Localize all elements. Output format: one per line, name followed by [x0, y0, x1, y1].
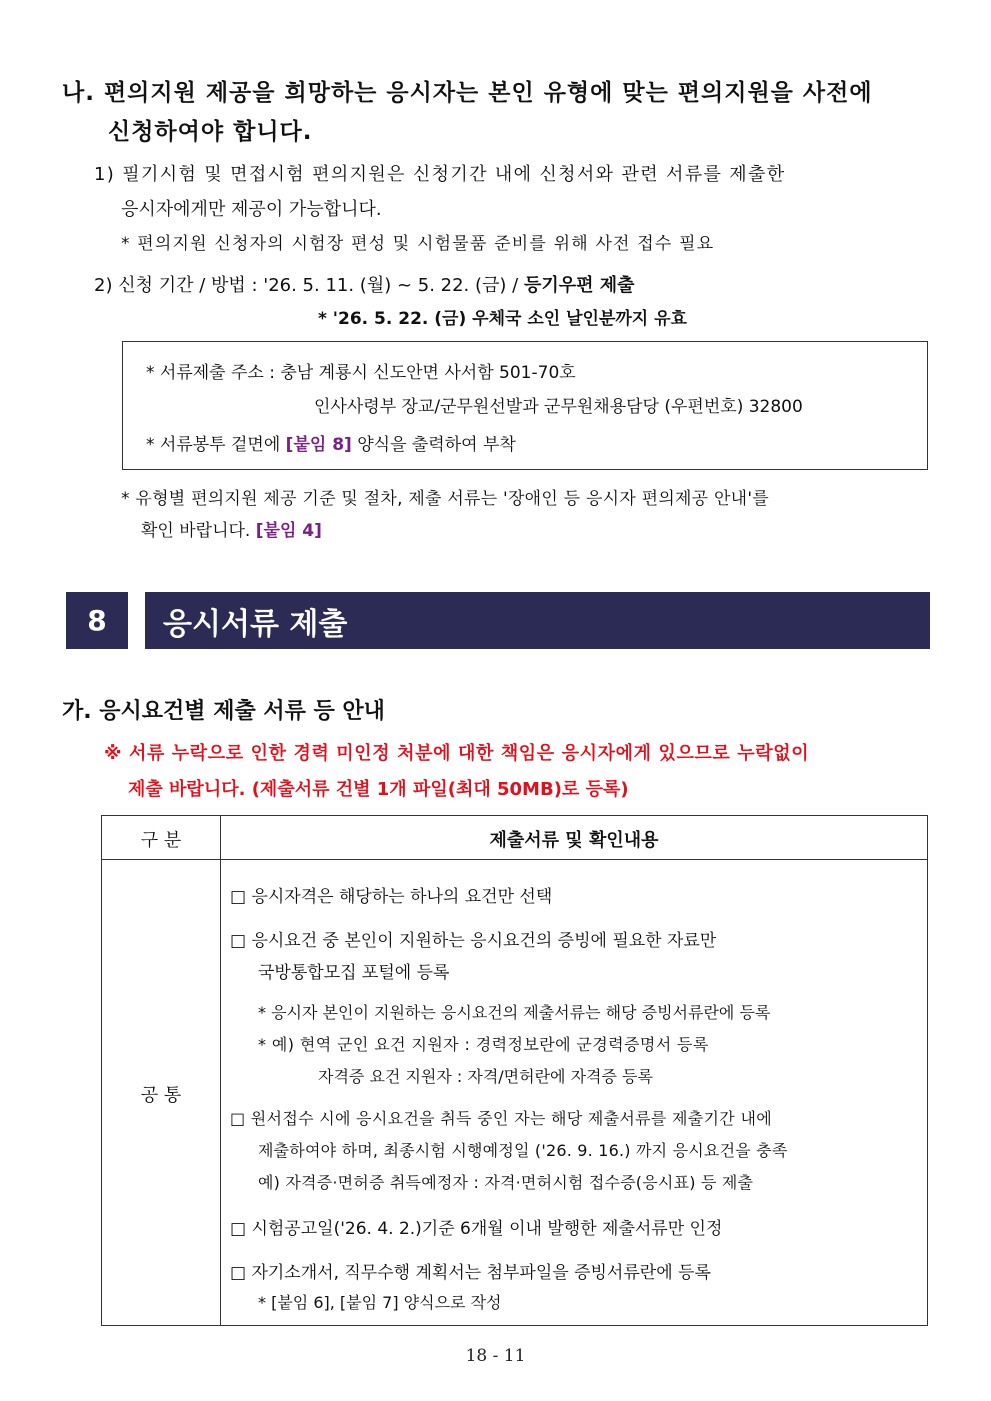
item2-note: * '26. 5. 22. (금) 우체국 소인 날인분까지 유효: [318, 309, 687, 329]
table-line-8: 제출하여야 하며, 최종시험 시행예정일 ('26. 9. 16.) 까지 응시요건을 충족: [258, 1141, 788, 1160]
attachment-4-ref: [붙임 4]: [255, 521, 322, 541]
table-line-1: □ 응시자격은 해당하는 하나의 요건만 선택: [230, 887, 553, 907]
table-line-2: □ 응시요건 중 본인이 지원하는 응시요건의 증빙에 필요한 자료만: [230, 931, 717, 951]
address-line2: 인사사령부 장교/군무원선발과 군무원채용담당 (우편번호) 32800: [314, 397, 803, 417]
envelope-note-suffix: 양식을 출력하여 부착: [357, 435, 516, 455]
address-line1: * 서류제출 주소 : 충남 계룡시 신도안면 사서함 501-70호: [146, 363, 576, 383]
table-header-documents: 제출서류 및 확인내용: [489, 830, 659, 851]
warning-line1: ※ 서류 누락으로 인한 경력 미인정 처분에 대한 책임은 응시자에게 있으므로 누락없이: [104, 743, 810, 764]
item1-line1: 1) 필기시험 및 면접시험 편의지원은 신청기간 내에 신청서와 관련 서류를 제출한: [94, 164, 786, 185]
guide-note-line1: * 유형별 편의지원 제공 기준 및 절차, 제출 서류는 '장애인 등 응시자 편의제공 안내'를: [121, 489, 769, 509]
table-header-category: 구 분: [140, 830, 182, 851]
table-line-11: □ 자기소개서, 직무수행 계획서는 첨부파일을 증빙서류란에 등록: [230, 1263, 711, 1283]
section-na-heading-line1: 나. 편의지원 제공을 희망하는 응시자는 본인 유형에 맞는 편의지원을 사전에: [62, 80, 873, 106]
item2-line: [94, 271, 635, 297]
table-row-label: 공 통: [140, 1085, 182, 1106]
table-line-12: * [붙임 6], [붙임 7] 양식으로 작성: [258, 1293, 502, 1312]
table-line-9: 예) 자격증·면허증 취득예정자 : 자격·면허시험 접수증(응시표) 등 제출: [258, 1173, 754, 1192]
warning-line2: 제출 바랍니다. (제출서류 건별 1개 파일(최대 50MB)로 등록): [128, 779, 629, 800]
table-column-divider: [220, 816, 221, 1325]
page-number: 18 - 11: [465, 1346, 526, 1366]
envelope-note: [146, 430, 516, 455]
section-ga-heading: 가. 응시요건별 제출 서류 등 안내: [62, 699, 385, 724]
table-header-divider: [102, 859, 927, 860]
attachment-8-ref: [붙임 8]: [285, 435, 352, 455]
item1-line2: 응시자에게만 제공이 가능합니다.: [121, 199, 382, 220]
item1-note: * 편의지원 신청자의 시험장 편성 및 시험물품 준비를 위해 사전 접수 필요: [121, 234, 715, 254]
documents-table: [101, 815, 928, 1326]
table-line-5: * 예) 현역 군인 요건 지원자 : 경력정보란에 군경력증명서 등록: [258, 1035, 709, 1054]
section-na-heading-line2: 신청하여야 합니다.: [108, 119, 313, 145]
table-line-4: * 응시자 본인이 지원하는 응시요건의 제출서류는 해당 증빙서류란에 등록: [258, 1003, 771, 1022]
guide-note-line2: [141, 516, 322, 541]
table-line-6: 자격증 요건 지원자 : 자격/면허란에 자격증 등록: [318, 1067, 653, 1086]
guide-note-prefix: 확인 바랍니다.: [141, 521, 251, 541]
envelope-note-prefix: * 서류봉투 겉면에: [146, 435, 281, 455]
table-line-10: □ 시험공고일('26. 4. 2.)기준 6개월 이내 발행한 제출서류만 인정: [230, 1219, 723, 1239]
table-line-7: □ 원서접수 시에 응시요건을 취득 중인 자는 해당 제출서류를 제출기간 내에: [230, 1109, 772, 1128]
section-title: 응시서류 제출: [145, 592, 930, 649]
table-line-3: 국방통합모집 포털에 등록: [258, 963, 450, 983]
item2-method: 등기우편 제출: [523, 275, 635, 296]
item2-prefix: 2) 신청 기간 / 방법 : '26. 5. 11. (월) ~ 5. 22. (금) /: [94, 275, 519, 296]
section-number-badge: 8: [66, 592, 128, 649]
